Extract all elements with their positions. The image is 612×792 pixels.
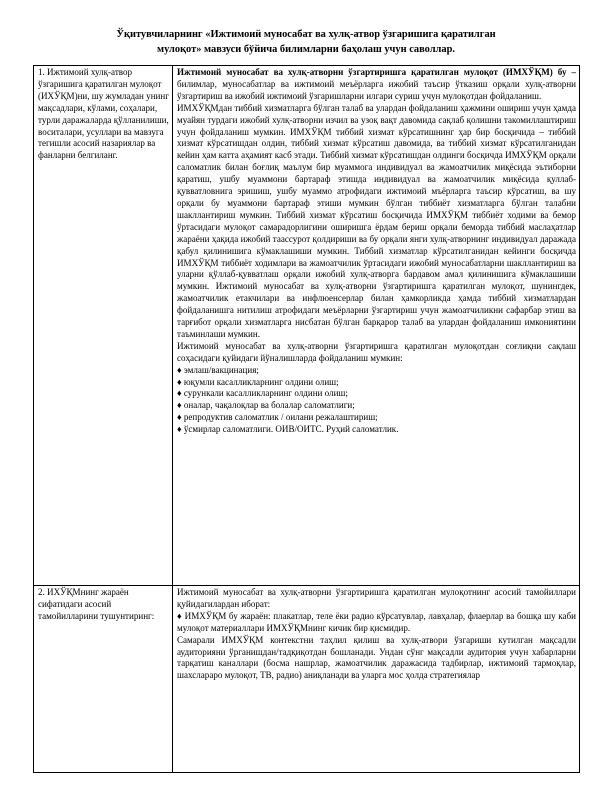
title-line-1: Ўқитувчиларнинг «Ижтимоий муносабат ва хулқ-атвор ўзгаришига қаратилган <box>116 29 496 40</box>
table-row <box>34 66 580 586</box>
list-item: ♦ юқумли касалликларнинг олдини олиш; <box>177 376 339 387</box>
list-item: ♦ ўсмирлар саломатлиги. ОИВ/ОИТС. Руҳий саломатлик. <box>177 424 399 435</box>
answer-cell <box>173 586 580 773</box>
document-title <box>40 27 572 57</box>
answer-paragraph <box>177 67 576 103</box>
answer-lead-rest: билимлар, муносабатлар ва ижтимоий меъёрларга ижобий таъсир ўтказиш орқали хулқ-атворни ўзгартириш ва ижобий ижтимоий ўзгаришларни илгари суриш учун мулоқотдан фойдаланиш. <box>177 78 576 101</box>
answer-paragraph: Ижтимоий муносабат ва хулқ-атворни ўзгартиришга қаратилган мулоқотдан соғлиқни сақлаш соҳасидаги қуйидаги йўналишларда фойдаланиш мумкин: <box>177 340 576 363</box>
title-line-2: мулоқот» мавзуси бўйича билимларни баҳолаш учун саволлар. <box>157 44 455 55</box>
question-text: 1. Ижтимоий хулқ-атвор ўзгаришига қаратилган мулоқот (ИХЎҚМ)ни, шу жумладан унинг мақсадлари, кўлами, соҳалари, турли даражаларда қўлланилиши, воситалари, усуллари ва мавзуга тегишли асосий назариялар ва фанларни белгиланг. <box>38 67 169 161</box>
answer-paragraph: Самарали ИМХЎҚМ контекстни таҳлил қилиш ва хулқ-атвори ўзгариши кутилган мақсадли аудиторияни ўрганишдан/тадқиқотдан бошланади. Ундан сўнг мақсадли аудитория учун хабарларни тарқатиш каналлари (босма нашрлар, жамоатчилик даражасида тадбирлар, ижтимоий тармоқлар, шахслараро мулоқот, ТВ, радио) аниқланади ва уларга мос ҳолда стратегиялар <box>177 634 576 681</box>
question-cell <box>34 66 173 586</box>
list-item: ♦ сурункали касалликларнинг олдини олиш; <box>177 388 348 399</box>
answer-cell <box>173 66 580 586</box>
answer-paragraph: Ижтимоий муносабат ва хулқ-атворни ўзгартиришга қаратилган мулоқотнинг асосий тамойиллари қуйидагилардан иборат: <box>177 587 576 609</box>
table-row <box>34 586 580 773</box>
list-item: ♦ ИМХЎҚМ бу жараён: плакатлар, теле ёки радио кўрсатувлар, лавҳалар, флаерлар ва бошқа шу каби мулоқот материаллари ИМХЎҚМнинг кичик бир қисмидир. <box>177 610 576 633</box>
question-cell <box>34 586 173 773</box>
question-text: 2. ИХЎҚМнинг жараён сифатидаги асосий тамойилларини тушунтиринг: <box>38 587 155 621</box>
list-item: ♦ репродуктив саломатлик / оилани режалаштириш; <box>177 412 378 423</box>
answer-lead: Ижтимоий муносабат ва хулқ-атворни ўзгартиришга қаратилган мулоқот (ИМХЎҚМ) бу – <box>177 67 576 77</box>
list-item: ♦ эмлаш/вакцинация; <box>177 364 259 375</box>
questions-table <box>33 65 580 773</box>
answer-paragraph: ИМХЎҚМдан тиббий хизматларга бўлган талаб ва улардан фойдаланиш ҳажмини ошириш учун ҳамда муайян турдаги ижобий хулқ-атворни изчил ва узоқ вақт давомида сақлаб қолишни такомиллаштириш учун фойдаланиш мумкин. ИМХЎҚМ тиббий хизмат кўрсатишнинг ҳар бир босқичида – тиббий хизмат кўрсатишдан олдин, тиббий хизмат кўрсатиш давомида, ва тиббий хизмат кўрсатилганидан кейин ҳам катта аҳамият касб этади. Тиббий хизмат кўрсатишдан олдинги босқичда ИМХЎҚМ орқали саломатлик билан боғлиқ маълум бир муаммога индивидуал ва жамоатчилик миқёсида эътиборни қаратиш, ушбу муаммони бартараф этишда индивидуал ва жамоатчилик миқёсида қуллаб-қувватловнига эришиш, ушбу муаммо атрофидаги ижтимоий мъёрларга таъсир кўрсатиш, ва шу орқали бу муаммони бартараф этиши мумкин бўлган тиббиёт хизматларга бўлган талабни шакллантириш мумкин. Тиббий хизмат кўрсатиш босқичида ИМХЎҚМ тиббиёт ходими ва бемор ўртасидаги мулоқот самарадорлигини оширишга ёрдам бериш орқали беморда тиббий маслаҳатлар жараёни ҳақида ижобий таассурот қолдириши ва бу орқали янги хулқ-атворнинг индивидуал даражада қабул қилинишига кўмаклашиши мумкин. Тиббий хизматлар кўрсатилганидан кейинги босқичда ИМХЎҚМ тиббиёт ходимлари ва жамоатчилик ўртасидаги ижобий муносабатларни шакллантириш ва уларни қўллаб-қувватлаш орқали ижобий хулқ-атворга бардавом амал қилинишига кўмаклашиши мумкин. Ижтимоий муносабат ва хулқ-атворни ўзгартиришга қаратилган мулоқот, шунингдек, жамоатчилик етакчилари ва инфлюенсерлар билан ҳамкорликда ҳамда тиббий хизматлардан фойдаланишга нитилиш атрофидаги меъёрларни ўзгартириш учун жамоатчиликни сафарбар этиш ва тарғибот орқали хизматларга нисбатан бўлган барқарор талаб ва улардан фойдаланиш имкониятини таъминлаши мумкин. <box>177 102 576 339</box>
list-item: ♦ оналар, чақалоқлар ва болалар саломатлиги; <box>177 400 355 411</box>
